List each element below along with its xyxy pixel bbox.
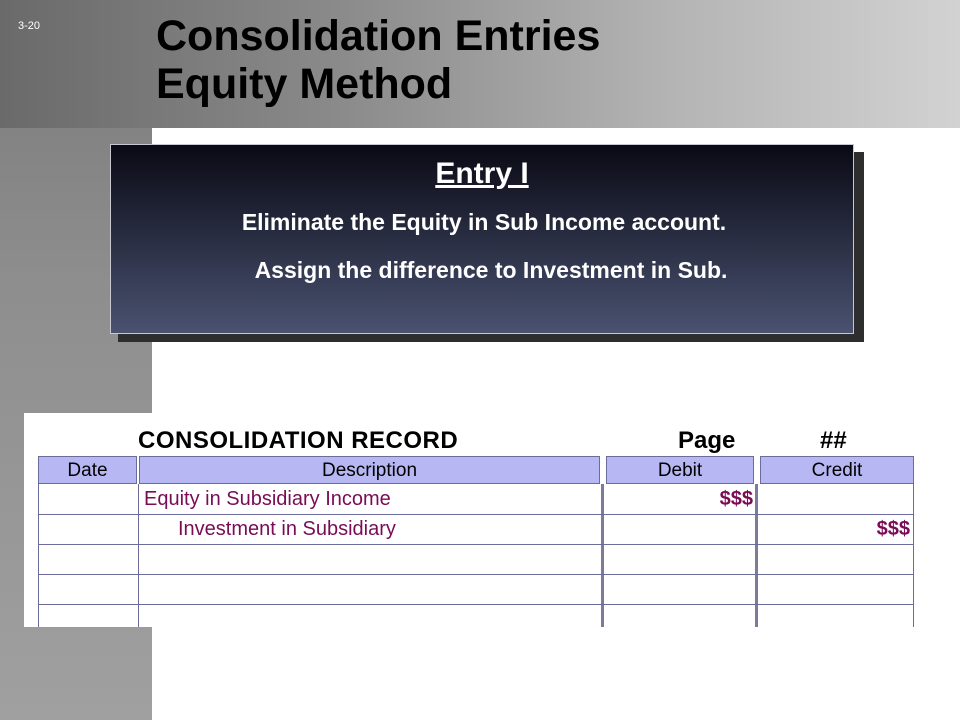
slide-number: 3-20 xyxy=(18,20,41,32)
grid-rule-right xyxy=(913,484,914,627)
grid-rule-left xyxy=(38,484,39,627)
grid-row-rule xyxy=(38,544,914,545)
grid-row-rule xyxy=(38,604,914,605)
record-page-number: ## xyxy=(820,427,847,454)
entry-1-debit: $$$ xyxy=(719,488,753,510)
grid-rule-debit xyxy=(755,484,758,627)
slide-title-line-2: Equity Method xyxy=(156,60,453,108)
entry-2-description: Investment in Subsidiary xyxy=(178,518,396,540)
record-title: CONSOLIDATION RECORD xyxy=(138,427,459,454)
callout-line-2: Assign the difference to Investment in Sub. xyxy=(254,257,728,283)
slide-title xyxy=(156,12,600,108)
entry-heading: Entry I xyxy=(435,157,529,190)
ledger-grid xyxy=(38,456,914,627)
column-header-date: Date xyxy=(38,456,137,484)
grid-rule-description xyxy=(601,484,604,627)
entry-callout-box xyxy=(110,144,854,334)
record-page-label: Page xyxy=(678,427,736,454)
column-header-debit: Debit xyxy=(606,456,754,484)
column-header-credit: Credit xyxy=(760,456,914,484)
entry-2-credit: $$$ xyxy=(876,518,910,540)
entry-1-description: Equity in Subsidiary Income xyxy=(144,488,391,510)
column-header-description: Description xyxy=(139,456,600,484)
slide-title-line-1: Consolidation Entries xyxy=(156,12,601,60)
grid-row-rule xyxy=(38,574,914,575)
grid-rule-date xyxy=(138,484,139,627)
callout-line-1: Eliminate the Equity in Sub Income account. xyxy=(241,209,727,235)
consolidation-record xyxy=(24,413,918,627)
